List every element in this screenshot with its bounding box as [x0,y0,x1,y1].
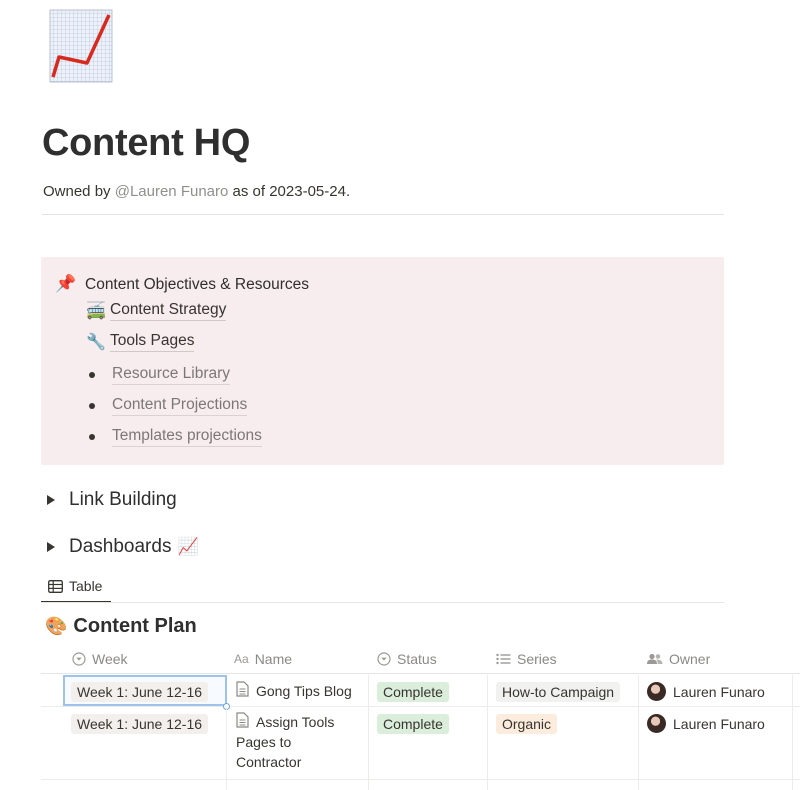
page-icon [236,712,249,732]
status-cell[interactable] [369,780,488,790]
week-cell[interactable] [63,707,227,779]
owner-line [43,183,350,200]
owner-suffix: as of 2023-05-24. [228,183,351,200]
owner-name: Lauren Funaro [673,715,765,732]
series-cell[interactable] [488,675,639,706]
pushpin-icon[interactable]: 📌 [55,274,77,293]
series-tag: How-to Campaign [496,682,620,702]
row-name-line: Pages to [236,734,292,750]
column-label: Status [397,650,437,667]
view-divider [41,602,724,603]
bullet-dot [89,372,95,378]
people-icon [647,653,663,665]
content-strategy-label: Content Strategy [110,301,226,321]
content-projections-link[interactable]: Content Projections [112,396,247,416]
divider [42,214,724,215]
resource-library-link[interactable]: Resource Library [112,365,230,385]
avatar [647,714,666,733]
column-header-owner[interactable] [647,643,710,674]
wrench-icon: 🔧 [86,334,106,351]
toggle-triangle-icon[interactable] [47,495,55,505]
column-label: Week [92,650,128,667]
text-aa-icon: Aa [234,651,249,666]
row-name-line: Assign Tools [256,714,335,730]
status-tag: Complete [377,714,449,734]
owner-cell[interactable] [639,675,793,706]
week-cell[interactable] [63,675,227,706]
series-cell[interactable] [488,707,639,779]
callout-heading: Content Objectives & Resources [85,276,309,293]
bullet-item[interactable] [89,396,247,416]
bullet-dot [89,403,95,409]
toggle-triangle-icon[interactable] [47,542,55,552]
select-icon [72,652,86,666]
column-header-status[interactable] [377,643,437,674]
page-icon [236,681,249,701]
tools-pages-link[interactable] [86,332,194,352]
name-cell[interactable] [227,675,369,706]
table-icon [48,580,63,593]
row-name-line: Contractor [236,754,302,770]
series-cell[interactable] [488,780,639,790]
bullet-dot [89,434,95,440]
chart-increasing-icon: 📈 [177,537,199,556]
table-row[interactable] [41,780,800,790]
tab-table[interactable] [41,571,111,603]
bullet-item[interactable] [89,427,262,447]
week-cell[interactable] [63,780,227,790]
row-name: Gong Tips Blog [256,683,352,699]
column-header-week[interactable] [72,643,128,674]
status-cell[interactable] [369,675,488,706]
select-icon [377,652,391,666]
toggle-dashboards[interactable] [47,536,199,558]
callout-block [41,257,724,465]
page-title[interactable]: Content HQ [42,122,251,164]
owner-name: Lauren Funaro [673,683,765,700]
list-icon [496,653,511,665]
artist-palette-icon: 🎨 [45,616,68,636]
name-cell[interactable] [227,780,369,790]
tab-label: Table [69,578,103,594]
column-header-name[interactable] [234,643,292,674]
column-header-series[interactable] [496,643,557,674]
owner-mention[interactable]: @Lauren Funaro [114,183,229,200]
week-tag: Week 1: June 12-16 [71,682,208,702]
owner-cell[interactable] [639,707,793,779]
status-tag: Complete [377,682,449,702]
trolleybus-icon: 🚎 [86,303,106,320]
bullet-item[interactable] [89,365,230,385]
column-label: Series [517,650,557,667]
owner-prefix: Owned by [43,183,115,200]
week-tag: Week 1: June 12-16 [71,714,208,734]
chart-increasing-icon[interactable] [49,9,113,83]
status-cell[interactable] [369,707,488,779]
toggle-label: Link Building [69,489,177,510]
column-label: Owner [669,650,711,667]
database-title[interactable] [45,615,197,638]
tools-pages-label: Tools Pages [110,332,194,352]
owner-cell[interactable] [639,780,793,790]
table-header [41,643,800,674]
toggle-link-building[interactable] [47,489,177,511]
table-row[interactable] [41,675,800,707]
column-label: Name [254,650,293,667]
table-row[interactable] [41,707,800,780]
content-strategy-link[interactable] [86,301,226,321]
templates-projections-link[interactable]: Templates projections [112,427,262,447]
series-tag: Organic [496,714,557,734]
name-cell[interactable] [227,707,369,779]
toggle-label: Dashboards [69,536,172,557]
avatar [647,682,666,701]
database-title-text: Content Plan [73,615,197,637]
